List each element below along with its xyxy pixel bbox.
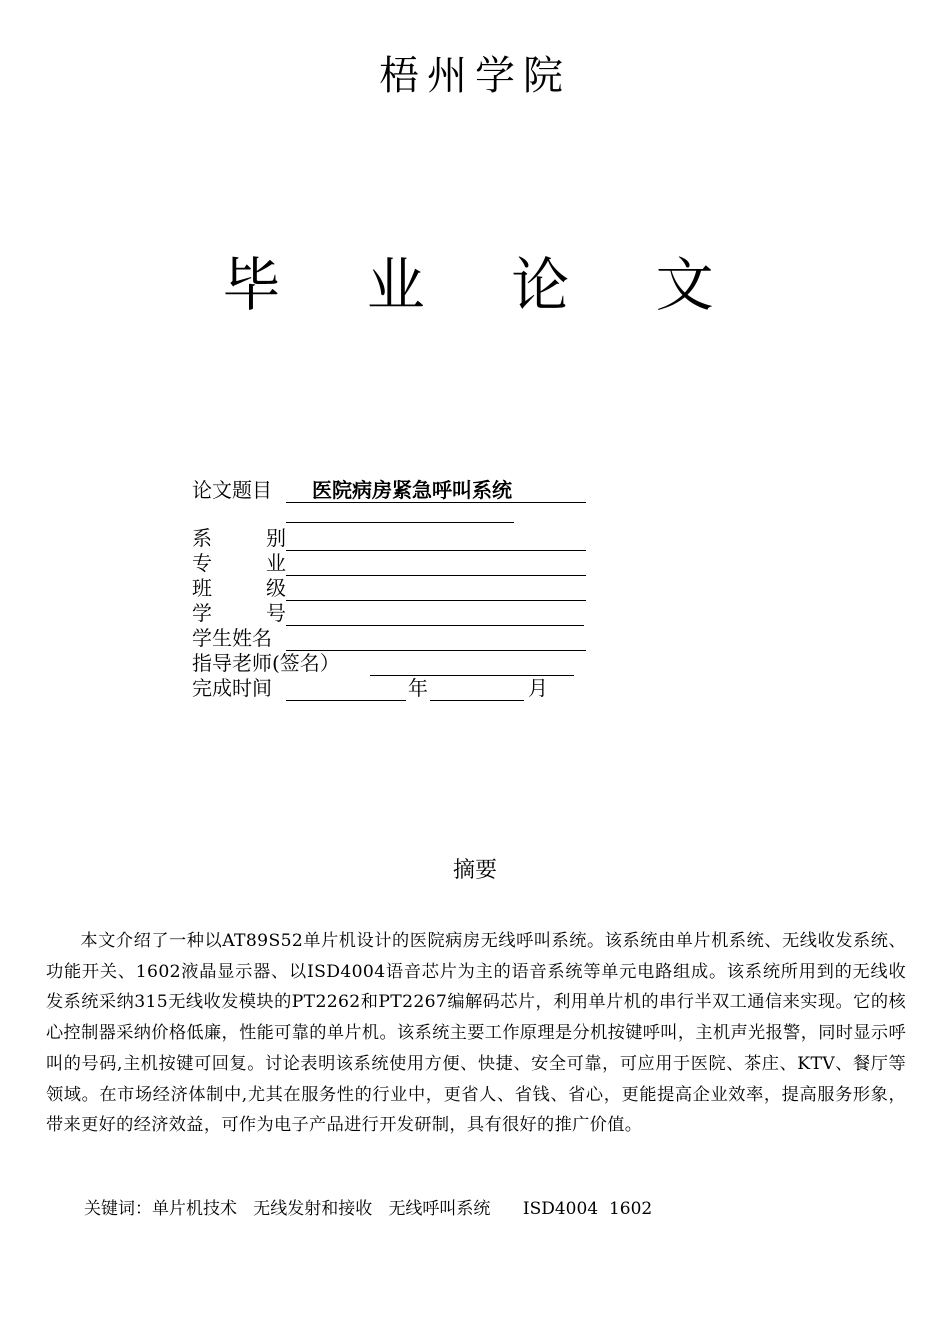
advisor-signature-field[interactable] xyxy=(370,651,574,676)
student-name-field[interactable] xyxy=(286,626,586,651)
advisor-label: 指导老师(签名） xyxy=(192,651,340,675)
class-label xyxy=(192,576,286,600)
completion-time-label: 完成时间 xyxy=(192,676,272,700)
major-label-char-1: 专 xyxy=(192,551,212,575)
class-label-char-1: 班 xyxy=(192,576,212,600)
topic-underline-second xyxy=(286,498,514,523)
student-id-label-char-2: 号 xyxy=(266,601,286,625)
department-field[interactable] xyxy=(286,526,586,551)
completion-year-field[interactable] xyxy=(286,676,406,701)
class-label-char-2: 级 xyxy=(266,576,286,600)
keywords-line xyxy=(84,1196,884,1222)
student-id-label xyxy=(192,601,286,625)
student-id-field[interactable] xyxy=(286,601,584,626)
keyword-item: 无线发射和接收 xyxy=(253,1199,373,1219)
topic-value: 医院病房紧急呼叫系统 xyxy=(312,478,512,502)
month-unit: 月 xyxy=(528,676,548,700)
major-label xyxy=(192,551,286,575)
year-unit: 年 xyxy=(408,676,428,700)
abstract-body: 本文介绍了一种以AT89S52单片机设计的医院病房无线呼叫系统。该系统由单片机系统、无线收发系统、功能开关、1602液晶显示器、以ISD4004语音芯片为主的语音系统等单元电路组成。该系统所用到的无线收发系统采纳315无线收发模块的PT2262和PT2267编解码芯片，利用单片机的串行半双工通信来实现。它的核心控制器采纳价格低廉，性能可靠的单片机。该系统主要工作原理是分机按键呼叫，主机声光报警，同时显示呼叫的号码,主机按键可回复。讨论表明该系统使用方便、快捷、安全可靠，可应用于医院、茶庄、KTV、餐厅等领域。在市场经济体制中,尤其在服务性的行业中，更省人、省钱、省心，更能提高企业效率，提高服务形象，带来更好的经济效益，可作为电子产品进行开发研制，具有很好的推广价值。 xyxy=(46,931,906,1136)
department-label xyxy=(192,526,286,550)
topic-label: 论文题目 xyxy=(192,478,272,502)
department-label-char-1: 系 xyxy=(192,526,212,550)
completion-month-field[interactable] xyxy=(430,676,524,701)
document-type-title: 毕 业 论 文 xyxy=(222,251,748,319)
class-field[interactable] xyxy=(286,576,586,601)
keyword-item: 单片机技术 xyxy=(152,1199,237,1219)
school-name: 梧州学院 xyxy=(379,53,571,99)
major-field[interactable] xyxy=(286,551,586,576)
student-name-label: 学生姓名 xyxy=(192,626,272,650)
keywords-label: 关键词： xyxy=(84,1199,152,1219)
major-label-char-2: 业 xyxy=(266,551,286,575)
keyword-item: ISD4004 xyxy=(522,1199,599,1219)
abstract-heading: 摘要 xyxy=(452,858,497,883)
keyword-item: 1602 xyxy=(608,1199,653,1219)
department-label-char-2: 别 xyxy=(266,526,286,550)
student-id-label-char-1: 学 xyxy=(192,601,212,625)
keyword-item: 无线呼叫系统 xyxy=(388,1199,491,1219)
